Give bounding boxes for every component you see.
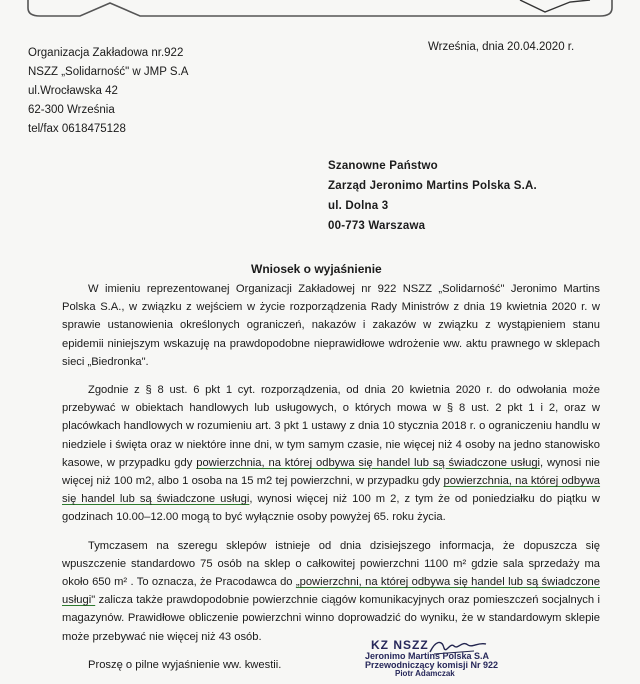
handwritten-signature bbox=[428, 636, 488, 658]
header-graphic bbox=[0, 0, 640, 18]
stamp-line-2: Jeronimo Martins Polska S.A bbox=[365, 651, 490, 661]
recipient-street: ul. Dolna 3 bbox=[328, 200, 389, 212]
paragraph-3-part-a: Tymczasem na szeregu sklepów istnieje od dnia dzisiejszego informacja, że dopuszcza się wpuszczenie standardowo 75 osób na sklep o całkowitej powierzchni 1100 m² gdzie sala sprzedaży ma około 650 m² . To oznacza, że Pracodawca do bbox=[62, 539, 600, 589]
sender-org: Organizacja Zakładowa nr.922 bbox=[28, 47, 184, 59]
recipient-salutation: Szanowne Państwo bbox=[328, 160, 438, 172]
sender-phone: tel/fax 0618475128 bbox=[28, 123, 126, 135]
letter-date: Września, dnia 20.04.2020 r. bbox=[428, 41, 575, 53]
paragraph-2-part-c: , wynosi więcej niż 100 m 2, z tym że od poniedziałku do piątku w godzinach 10.00–12.00 mogą to być wyłącznie osoby powyżej 65. roku życia. bbox=[62, 493, 600, 524]
paragraph-2-part-b: , wynosi nie więcej niż 100 m2, albo 1 osoba na 15 m2 tej powierzchni, w przypadku gdy bbox=[62, 456, 600, 488]
letter-title: Wniosek o wyjaśnienie bbox=[251, 262, 382, 276]
sender-address bbox=[28, 44, 188, 139]
paragraph-2-underline-2: powierzchnia, na której odbywa się handel lub są świadczone usługi bbox=[62, 475, 601, 506]
paragraph-3-underline: „powierzchni, na której odbywa się handel lub są świadczone usługi" bbox=[62, 576, 600, 607]
paragraph-3-part-b: zalicza także prawdopodobnie powierzchnie ciągów komunikacyjnych oraz pomieszczeń socjalnych i magazynów. Prawidłowe obliczenie powierzchni winno doprowadzić do wyniku, że w standardowym sklepie może przebywać nie więcej niż 43 osób. bbox=[62, 594, 600, 643]
stamp-line-4: Piotr Adamczak bbox=[395, 669, 455, 678]
sender-city: 62-300 Września bbox=[28, 104, 115, 116]
paragraph-4: Proszę o pilne wyjaśnienie ww. kwestii. bbox=[88, 658, 282, 671]
sender-street: ul.Wrocławska 42 bbox=[28, 85, 118, 97]
paragraph-2-part-a: Zgodnie z § 8 ust. 6 pkt 1 cyt. rozporządzenia, od dnia 20 kwietnia 2020 r. do odwołania może przebywać w obiektach handlowych lub usługowych, o których mowa w § 8 ust. 2 pkt 1 i 2, oraz w placówkach handlowych w rozumieniu art. 3 pkt 1 ustawy z dnia 10 stycznia 2018 r. o ograniczeniu handlu w niedziele i święta oraz w niektóre inne dni, w tym samym czasie, nie więcej niż 4 osoby na jedno stanowisko kasowe, w przypadku gdy bbox=[62, 384, 600, 469]
recipient-company: Zarząd Jeronimo Martins Polska S.A. bbox=[328, 180, 537, 192]
recipient-city: 00-773 Warszawa bbox=[328, 220, 426, 232]
paragraph-2-underline-1: powierzchnia, na której odbywa się handel lub są świadczone usługi bbox=[196, 456, 541, 469]
stamp-line-3: Przewodniczący komisji Nr 922 bbox=[365, 660, 499, 670]
stamp-line-1: KZ NSZZ bbox=[371, 638, 429, 652]
sender-union: NSZZ „Solidarność" w JMP S.A bbox=[28, 66, 189, 78]
paragraph-3 bbox=[62, 537, 600, 646]
letter-body bbox=[62, 280, 600, 684]
paragraph-2 bbox=[62, 381, 600, 527]
paragraph-1: W imieniu reprezentowanej Organizacji Zakładowej nr 922 NSZZ „Solidarność" Jeronimo Martins Polska S.A., w związku z wejściem w życie rozporządzenia Rady Ministrów z dnia 19 kwietnia 2020 r. w sprawie ustanowienia określonych ograniczeń, nakazów i zakazów w związku z wystąpieniem stanu epidemii niniejszym wskazuję na prawdopodobne nieprawidłowe wdrożenie ww. aktu prawnego w sklepach sieci „Biedronka". bbox=[62, 283, 600, 368]
